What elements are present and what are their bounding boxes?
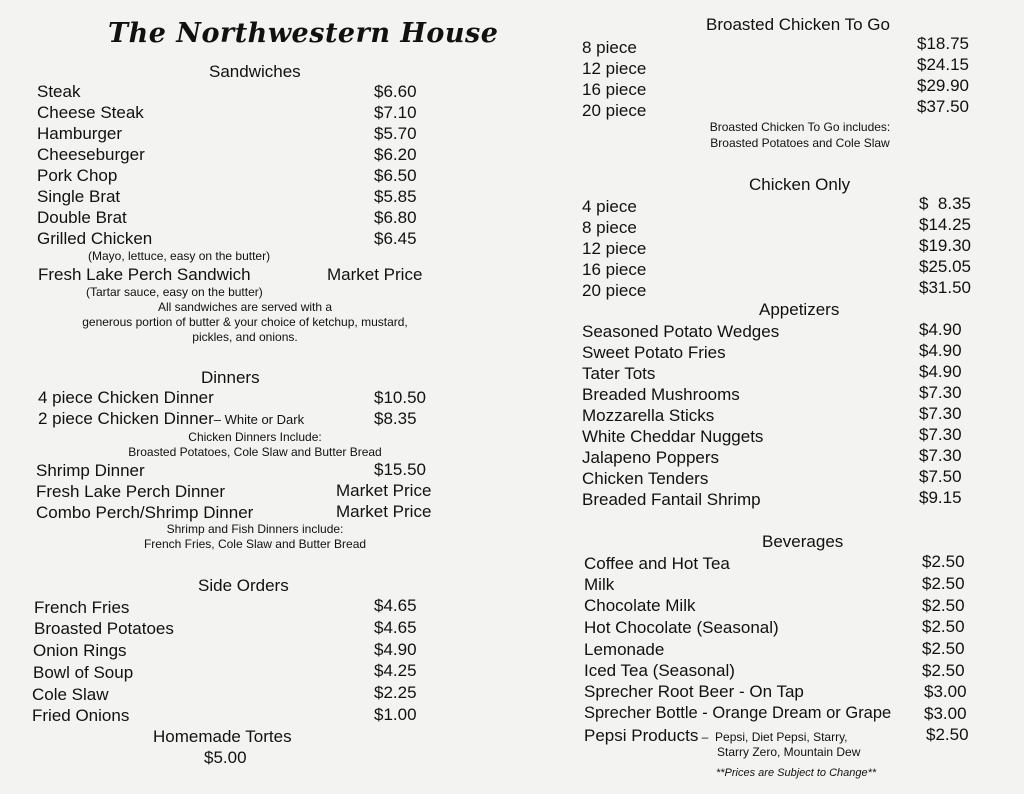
menu-item-name: Sprecher Bottle - Orange Dream or Grape <box>584 704 892 722</box>
pepsi-options-line: Starry Zero, Mountain Dew <box>717 745 861 759</box>
menu-item-price: $4.25 <box>374 661 417 680</box>
chicken-only-heading: Chicken Only <box>749 175 851 194</box>
menu-item-price: $6.45 <box>374 229 417 248</box>
item-note: (Tartar sauce, easy on the butter) <box>86 285 263 299</box>
menu-item-price: Market Price <box>336 502 432 521</box>
menu-item-name: 4 piece <box>582 197 637 216</box>
menu-item-name: Seasoned Potato Wedges <box>582 322 780 341</box>
menu-item-price: $3.00 <box>924 682 967 701</box>
menu-item-name: 12 piece <box>582 59 647 78</box>
menu-item-name: Chocolate Milk <box>584 596 696 615</box>
dinner-note-line: Broasted Potatoes, Cole Slaw and Butter Bread <box>128 445 382 459</box>
menu-item-price: $5.70 <box>374 124 417 143</box>
menu-item-price: $2.50 <box>922 596 965 615</box>
menu-item-price: $10.50 <box>374 388 426 407</box>
menu-item-price: $29.90 <box>917 76 969 95</box>
menu-item-name: Coffee and Hot Tea <box>584 554 730 573</box>
menu-item-price: $7.10 <box>374 103 417 122</box>
menu-item-name: Single Brat <box>37 187 121 206</box>
menu-item-price: $7.50 <box>919 467 962 486</box>
menu-item-name: 12 piece <box>582 239 647 258</box>
menu-item-price: $6.80 <box>374 208 417 227</box>
tortes-price: $5.00 <box>204 748 247 767</box>
menu-item-price: Market Price <box>336 481 432 500</box>
menu-item-price: $7.30 <box>919 404 962 423</box>
menu-item-name: 20 piece <box>582 281 647 300</box>
menu-item-name: Double Brat <box>37 208 127 227</box>
menu-item-price: $2.25 <box>374 683 417 702</box>
menu-item-price: $6.60 <box>374 82 417 101</box>
menu-item-price: Market Price <box>327 265 423 284</box>
menu-item-name: Sprecher Root Beer - On Tap <box>584 682 804 701</box>
menu-item-name: Hamburger <box>37 124 123 143</box>
menu-item-name: Cheese Steak <box>37 103 144 122</box>
menu-item-name: Broasted Potatoes <box>34 619 174 638</box>
menu-item-price: $24.15 <box>917 55 969 74</box>
sandwiches-heading: Sandwiches <box>209 62 301 81</box>
menu-item-price: $7.30 <box>919 446 962 465</box>
menu-item-option: – White or Dark <box>213 412 305 427</box>
menu-item-name: 2 piece Chicken Dinner <box>38 409 214 428</box>
menu-item-name: 16 piece <box>582 260 647 279</box>
side-orders-heading: Side Orders <box>198 576 289 595</box>
menu-item-price: $ 8.35 <box>919 194 971 213</box>
menu-item-name: Pepsi Products <box>584 726 699 745</box>
menu-item-name: Steak <box>37 82 81 101</box>
menu-item-price: $15.50 <box>374 460 426 479</box>
menu-item-price: $8.35 <box>374 409 417 428</box>
sandwich-footer-line: All sandwiches are served with a <box>157 300 333 314</box>
menu-item-price: $5.85 <box>374 187 417 206</box>
appetizers-heading: Appetizers <box>759 300 840 319</box>
menu-item-price: $7.30 <box>919 425 962 444</box>
menu-item-name: Fresh Lake Perch Sandwich <box>38 265 251 284</box>
menu-item-price: $6.50 <box>374 166 417 185</box>
menu-item-price: $4.65 <box>374 618 417 637</box>
menu-item-name: White Cheddar Nuggets <box>582 427 764 446</box>
menu-item-name: Jalapeno Poppers <box>582 448 720 467</box>
menu-item-name: Cheeseburger <box>37 145 145 164</box>
menu-item-pepsi <box>584 726 848 746</box>
menu-item-name: 4 piece Chicken Dinner <box>38 388 214 407</box>
menu-item-price: $2.50 <box>922 639 965 658</box>
menu-item-name: Fresh Lake Perch Dinner <box>36 482 225 501</box>
menu-item-name: 8 piece <box>582 218 637 237</box>
sandwich-footer-line: pickles, and onions. <box>192 330 298 344</box>
menu-item-name: Lemonade <box>584 640 665 659</box>
menu-title: The Northwestern House <box>108 18 499 49</box>
menu-item-price: $14.25 <box>919 215 971 234</box>
menu-item-price: $4.90 <box>919 341 962 360</box>
menu-item-name: Tater Tots <box>582 364 656 383</box>
menu-item-option: – Pepsi, Diet Pepsi, Starry, <box>698 730 848 744</box>
dinner-note-line: Chicken Dinners Include: <box>188 430 322 444</box>
menu-item-price: $25.05 <box>919 257 971 276</box>
menu-item-name: 20 piece <box>582 101 647 120</box>
menu-item-price: $2.50 <box>922 617 965 636</box>
dinners-heading: Dinners <box>201 368 260 387</box>
to-go-note-line: Broasted Potatoes and Cole Slaw <box>710 136 890 150</box>
menu-item-name: Cole Slaw <box>32 685 109 704</box>
menu-item-price: $7.30 <box>919 383 962 402</box>
menu-item-name: Sweet Potato Fries <box>582 343 726 362</box>
menu-item-name: French Fries <box>34 598 130 617</box>
menu-item-name: Breaded Mushrooms <box>582 385 740 404</box>
menu-item-name: 16 piece <box>582 80 647 99</box>
menu-item-name: Grilled Chicken <box>37 229 153 248</box>
item-note: (Mayo, lettuce, easy on the butter) <box>88 249 271 263</box>
to-go-note-line: Broasted Chicken To Go includes: <box>709 120 891 134</box>
menu-item-price: $6.20 <box>374 145 417 164</box>
menu-item-price: $4.90 <box>919 362 962 381</box>
menu-item-price: $3.00 <box>924 704 967 723</box>
menu-item-price: $2.50 <box>922 661 965 680</box>
price-disclaimer: **Prices are Subject to Change** <box>716 767 877 779</box>
menu-item-name: Chicken Tenders <box>582 469 709 488</box>
menu-item-name: Shrimp Dinner <box>36 461 145 480</box>
to-go-heading: Broasted Chicken To Go <box>706 15 890 34</box>
menu-item-price: $18.75 <box>917 34 969 53</box>
menu-item-price: $2.50 <box>926 725 969 744</box>
menu-item-name: 8 piece <box>582 38 637 57</box>
menu-item-price: $31.50 <box>919 278 971 297</box>
menu-item-name: Combo Perch/Shrimp Dinner <box>36 503 254 522</box>
menu-item-price: $4.90 <box>919 320 962 339</box>
menu-item-name: Hot Chocolate (Seasonal) <box>584 618 779 637</box>
menu-item-name: Fried Onions <box>32 706 130 725</box>
tortes-name: Homemade Tortes <box>153 727 292 746</box>
menu-item-price: $4.65 <box>374 596 417 615</box>
menu-item-name: Bowl of Soup <box>33 663 134 682</box>
beverages-heading: Beverages <box>762 532 844 551</box>
menu-item-name: Milk <box>584 575 615 594</box>
menu-item-name: Pork Chop <box>37 166 118 185</box>
menu-item-price: $37.50 <box>917 97 969 116</box>
menu-item-name: Onion Rings <box>33 641 127 660</box>
menu-item-price: $2.50 <box>922 574 965 593</box>
menu-item-2pc-dinner <box>38 409 304 429</box>
dinner-note-line: Shrimp and Fish Dinners include: <box>166 522 344 536</box>
menu-item-price: $19.30 <box>919 236 971 255</box>
menu-item-price: $4.90 <box>374 640 417 659</box>
menu-item-name: Iced Tea (Seasonal) <box>584 661 735 680</box>
menu-item-price: $1.00 <box>374 705 417 724</box>
sandwich-footer-line: generous portion of butter & your choice of ketchup, mustard, <box>82 315 408 329</box>
menu-item-name: Mozzarella Sticks <box>582 406 715 425</box>
dinner-note-line: French Fries, Cole Slaw and Butter Bread <box>143 537 367 551</box>
menu-item-price: $2.50 <box>922 552 965 571</box>
menu-item-name: Breaded Fantail Shrimp <box>582 490 761 509</box>
menu-item-price: $9.15 <box>919 488 962 507</box>
